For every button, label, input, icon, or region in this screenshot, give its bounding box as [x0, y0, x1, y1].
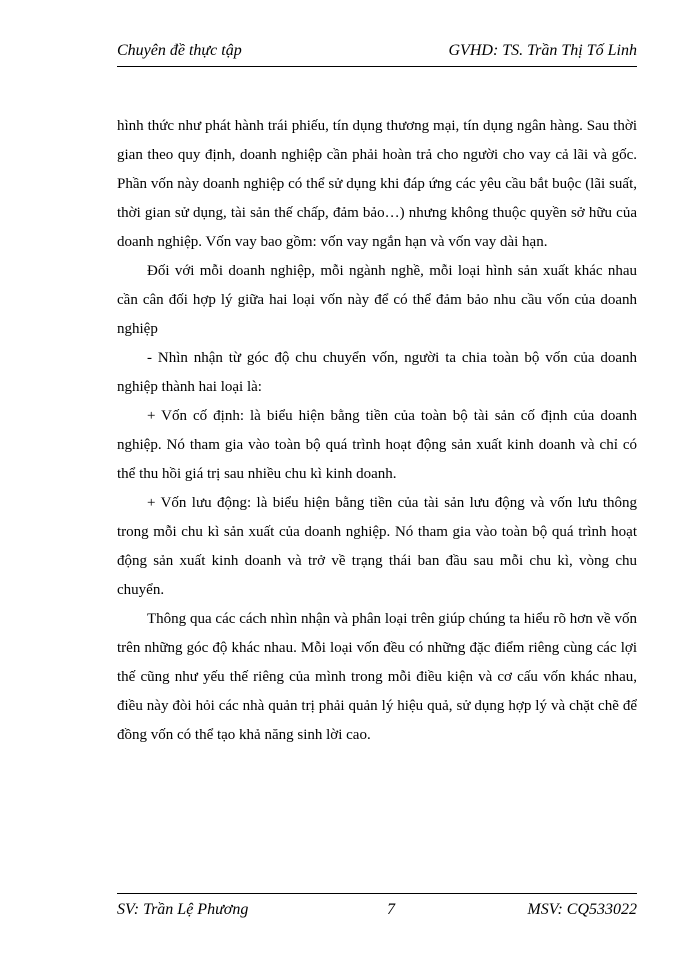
footer-student: SV: Trần Lệ Phương [117, 901, 249, 918]
paragraph-loan-capital: hình thức như phát hành trái phiếu, tín dụng thương mại, tín dụng ngân hàng. Sau thời gian theo quy định, doanh nghiệp cần phải hoàn trả cho người cho vay cả lãi và gốc. Phần vốn này doanh nghiệp có thể sử dụng khi đáp ứng các yêu cầu bắt buộc (lãi suất, thời gian sử dụng, tài sản thế chấp, đảm bảo…) nhưng không thuộc quyền sở hữu của doanh nghiệp. Vốn vay bao gồm: vốn vay ngắn hạn và vốn vay dài hạn. [117, 118, 637, 250]
header-advisor: GVHD: TS. Trần Thị Tố Linh [448, 42, 637, 59]
page-footer [117, 893, 637, 924]
page-number: 7 [387, 901, 395, 918]
paragraph-conclusion: Thông qua các cách nhìn nhận và phân loại trên giúp chúng ta hiểu rõ hơn về vốn trên những góc độ khác nhau. Mỗi loại vốn đều có những đặc điểm riêng cùng các lợi thế cũng như yếu thế riêng của mình trong mỗi điều kiện và cơ cấu vốn khác nhau, điều này đòi hỏi các nhà quản trị phải quản lý hiệu quả, sử dụng hợp lý và chặt chẽ để đồng vốn có thể tạo khả năng sinh lời cao. [117, 611, 637, 743]
paragraph-fixed-capital: + Vốn cố định: là biểu hiện bằng tiền của toàn bộ tài sản cố định của doanh nghiệp. Nó tham gia vào toàn bộ quá trình hoạt động sản xuất kinh doanh và chỉ có thể thu hồi giá trị sau nhiều chu kì kinh doanh. [117, 408, 637, 482]
paragraph-capital-circulation: - Nhìn nhận từ góc độ chu chuyển vốn, người ta chia toàn bộ vốn của doanh nghiệp thành hai loại là: [117, 350, 637, 395]
paragraph-capital-balance: Đối với mỗi doanh nghiệp, mỗi ngành nghề, mỗi loại hình sản xuất khác nhau cần cân đối hợp lý giữa hai loại vốn này để có thể đảm bảo nhu cầu vốn của doanh nghiệp [117, 263, 637, 337]
document-body [117, 112, 637, 750]
footer-student-id: MSV: CQ533022 [527, 901, 637, 918]
page-header [117, 38, 637, 67]
header-topic: Chuyên đề thực tập [117, 42, 242, 59]
paragraph-working-capital: + Vốn lưu động: là biểu hiện bằng tiền của tài sản lưu động và vốn lưu thông trong mỗi chu kì sản xuất của doanh nghiệp. Nó tham gia vào toàn bộ quá trình hoạt động sản xuất kinh doanh và trở về trạng thái ban đầu sau mỗi chu kì, vòng chu chuyển. [117, 495, 637, 598]
